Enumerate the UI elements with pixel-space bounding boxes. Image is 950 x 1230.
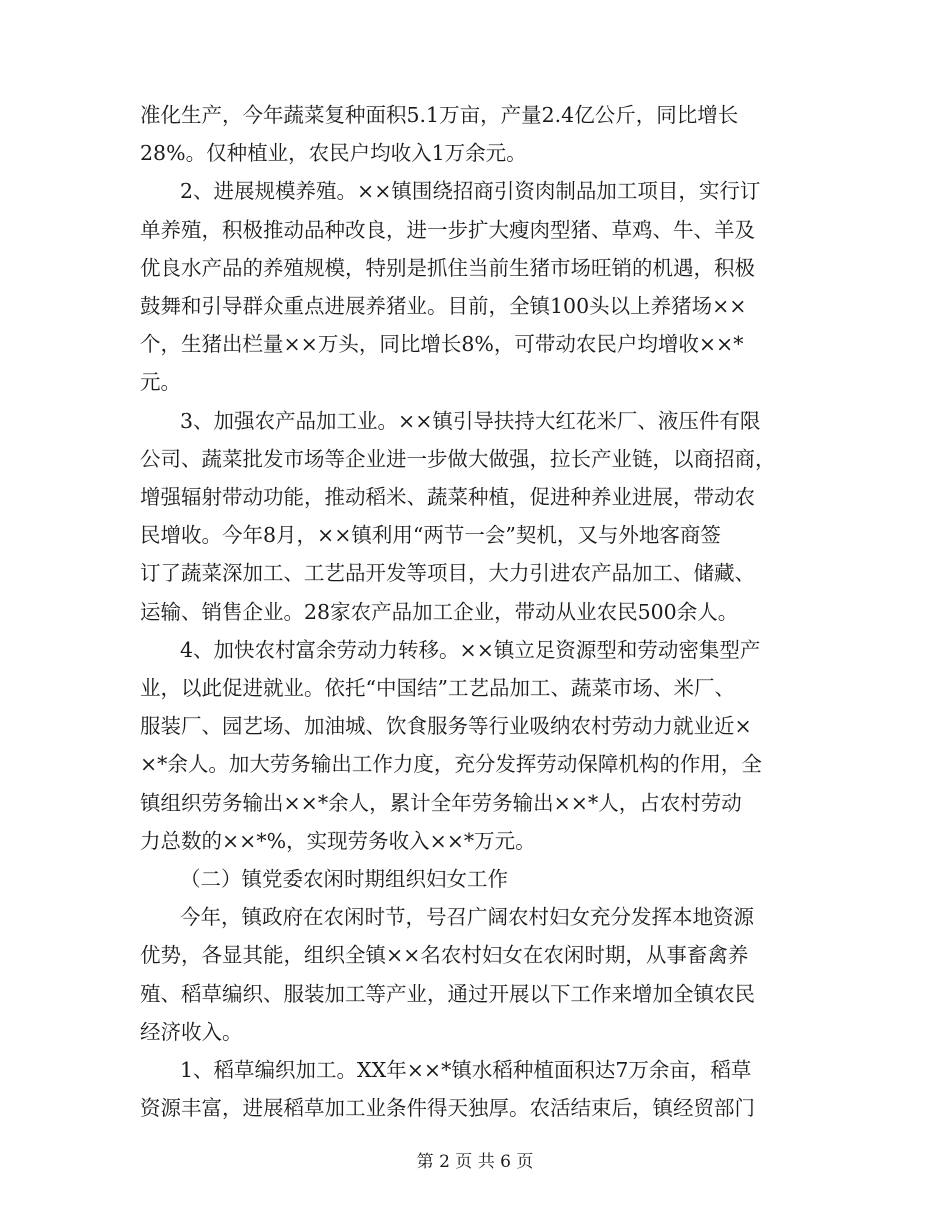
text-line: 镇组织劳务输出××*余人，累计全年劳务输出××*人，占农村劳动 <box>140 790 742 815</box>
text-line: 准化生产，今年蔬菜复种面积5.1万亩，产量2.4亿公斤，同比增长 <box>140 103 739 127</box>
text-line: 4、加快农村富余劳动力转移。××镇立足资源型和劳动密集型产 <box>180 637 761 662</box>
text-line: 资源丰富，进展稻草加工业条件得天独厚。农活结束后，镇经贸部门 <box>140 1096 755 1121</box>
text-line: 订了蔬菜深加工、工艺品开发等项目，大力引进农产品加工、储藏、 <box>140 561 755 586</box>
text-line: 民增收。今年8月，××镇利用“两节一会”契机，又与外地客商签 <box>140 523 721 548</box>
text-line: 1、稻草编织加工。XX年××*镇水稻种植面积达7万余亩，稻草 <box>180 1058 752 1082</box>
text-line: 2、进展规模养殖。××镇围绕招商引资肉制品加工项目，实行订 <box>180 179 761 204</box>
text-line: 28%。仅种植业，农民户均收入1万余元。 <box>140 141 527 166</box>
text-line: 3、加强农产品加工业。××镇引导扶持大红花米厂、液压件有限 <box>180 408 761 433</box>
text-line: 力总数的××*%，实现劳务收入××*万元。 <box>140 828 536 853</box>
text-line: ×*余人。加大劳务输出工作力度，充分发挥劳动保障机构的作用，全 <box>140 752 762 777</box>
text-line: 今年，镇政府在农闲时节，号召广阔农村妇女充分发挥本地资源 <box>180 905 754 930</box>
text-line: 增强辐射带动功能，推动稻米、蔬菜种植，促进种养业进展，带动农 <box>140 485 755 509</box>
text-line: 优势，各显其能，组织全镇××名农村妇女在农闲时期，从事畜禽养 <box>140 943 749 968</box>
text-line: 元。 <box>140 370 181 395</box>
page-footer: 第 2 页 共 6 页 <box>416 1152 534 1172</box>
text-line: 服装厂、园艺场、加油城、饮食服务等行业吸纳农村劳动力就业近× <box>140 714 752 739</box>
text-line: 业，以此促进就业。依托“中国结”工艺品加工、蔬菜市场、米厂、 <box>140 676 735 700</box>
text-line: 个，生猪出栏量××万头，同比增长8%，可带动农民户均增收××* <box>140 332 744 357</box>
text-line: 公司、蔬菜批发市场等企业进一步做大做强，拉长产业链，以商招商， <box>140 446 776 471</box>
text-line: 殖、稻草编织、服装加工等产业，通过开展以下工作来增加全镇农民 <box>140 981 755 1006</box>
text-line: 单养殖，积极推动品种改良，进一步扩大瘦肉型猪、草鸡、牛、羊及 <box>140 217 755 242</box>
text-line: 运输、销售企业。28家农产品加工企业，带动从业农民500余人。 <box>140 599 739 624</box>
text-line: 经济收入。 <box>140 1019 243 1044</box>
text-line: 鼓舞和引导群众重点进展养猪业。目前，全镇100头以上养猪场×× <box>140 294 747 318</box>
section-heading: （二）镇党委农闲时期组织妇女工作 <box>180 867 508 891</box>
text-line: 优良水产品的养殖规模，特别是抓住当前生猪市场旺销的机遇，积极 <box>140 255 755 280</box>
